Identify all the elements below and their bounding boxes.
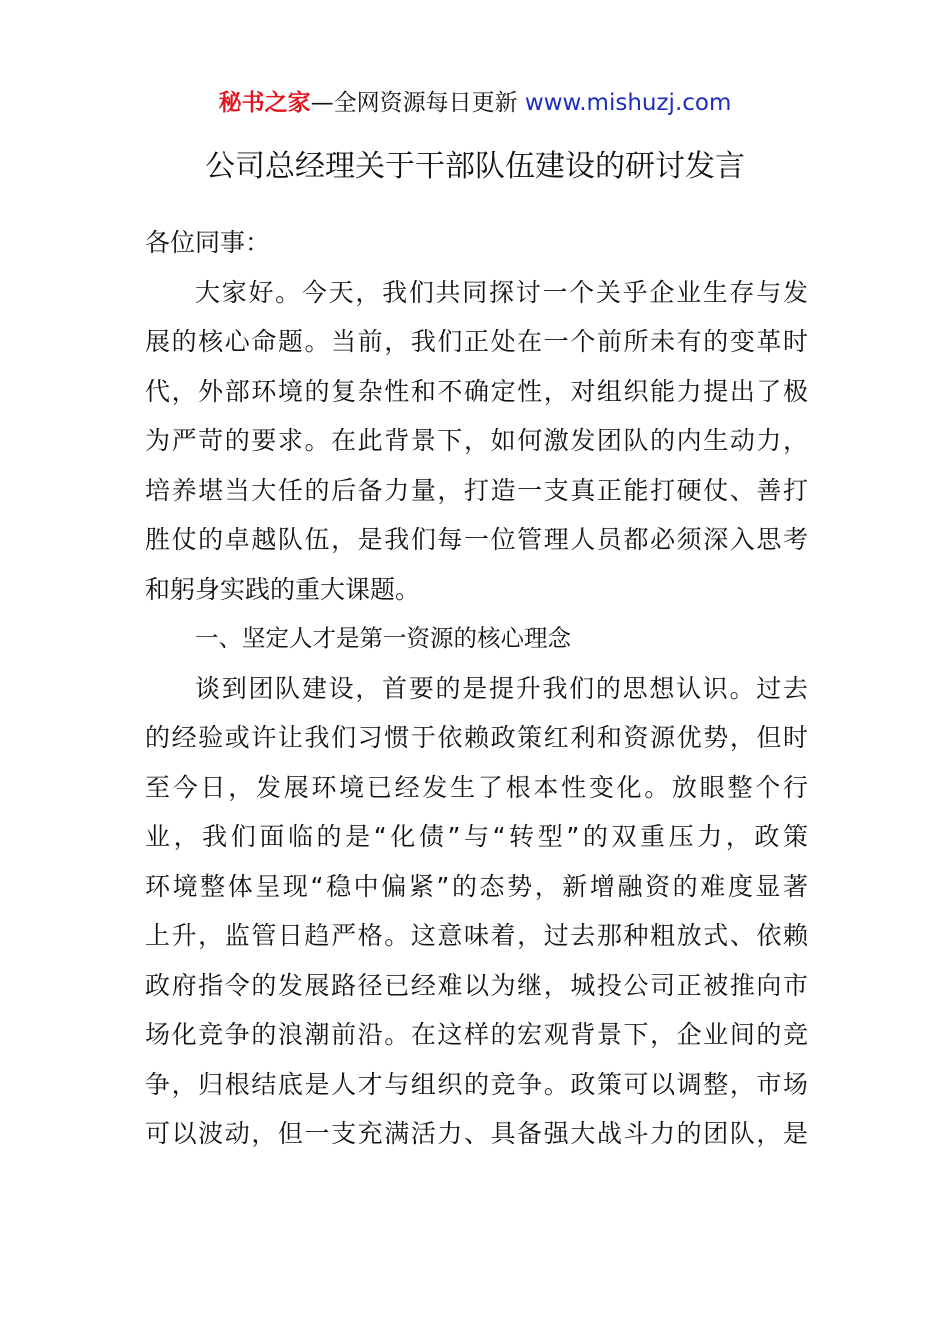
paragraph-line: 的经验或许让我们习惯于依赖政策红利和资源优势，但时: [145, 723, 808, 752]
paragraph-line: 大家好。今天，我们共同探讨一个关乎企业生存与发: [195, 277, 808, 307]
site-url-link[interactable]: www.mishuzj.com: [524, 90, 732, 116]
paragraph-line: 上升，监管日趋严格。这意味着，过去那种粗放式、依赖: [145, 921, 808, 950]
paragraph-line: 展的核心命题。当前，我们正处在一个前所未有的变革时: [145, 327, 808, 356]
paragraph-line: 争，归根结底是人才与组织的竞争。政策可以调整，市场: [145, 1069, 808, 1099]
document-title: 公司总经理关于干部队伍建设的研讨发言: [205, 149, 745, 184]
paragraph-line: 可以波动，但一支充满活力、具备强大战斗力的团队，是: [145, 1119, 808, 1148]
paragraph-line: 业，我们面临的是“化债”与“转型”的双重压力，政策: [145, 822, 808, 851]
paragraph-line: 为严苛的要求。在此背景下，如何激发团队的内生动力，: [145, 426, 808, 455]
site-brand: 秘书之家: [218, 90, 311, 116]
paragraph-line: 培养堪当大任的后备力量，打造一支真正能打硬仗、善打: [145, 475, 808, 505]
paragraph-line: 代，外部环境的复杂性和不确定性，对组织能力提出了极: [145, 376, 808, 406]
paragraph-line: 场化竞争的浪潮前沿。在这样的宏观背景下，企业间的竞: [145, 1020, 808, 1049]
paragraph-line: 谈到团队建设，首要的是提升我们的思想认识。过去: [195, 673, 808, 703]
paragraph-line: 政府指令的发展路径已经难以为继，城投公司正被推向市: [145, 970, 808, 1000]
salutation: 各位同事：: [145, 228, 271, 257]
paragraph-line: 胜仗的卓越队伍，是我们每一位管理人员都必须深入思考: [145, 525, 808, 554]
site-header: [0, 86, 950, 120]
paragraph-line: 环境整体呈现“稳中偏紧”的态势，新增融资的难度显著: [145, 871, 808, 901]
paragraph-line: 至今日，发展环境已经发生了根本性变化。放眼整个行: [145, 772, 808, 802]
site-tagline: —全网资源每日更新: [310, 90, 518, 116]
document-body: [145, 218, 808, 1159]
paragraph-line: 和躬身实践的重大课题。: [145, 574, 421, 604]
section-heading: 一、坚定人才是第一资源的核心理念: [195, 624, 571, 652]
